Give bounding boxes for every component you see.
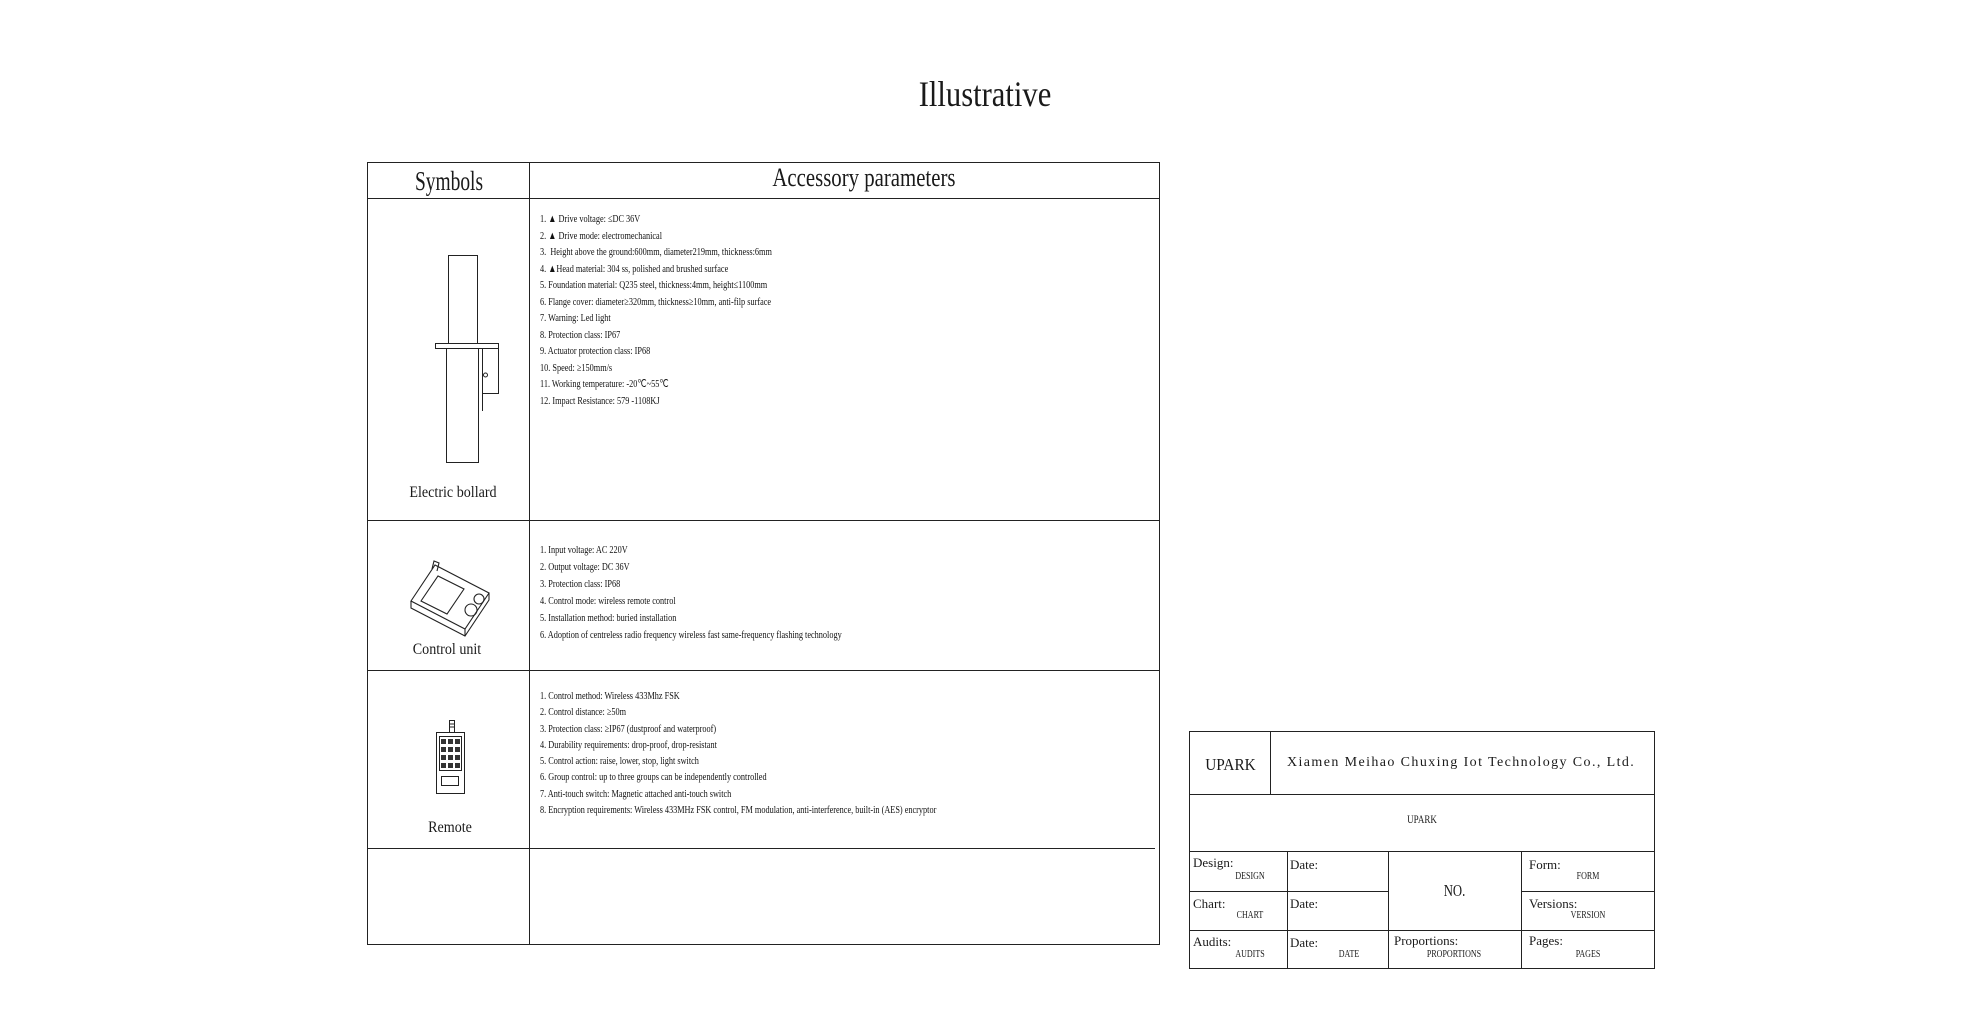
title-block-divider (1287, 851, 1288, 968)
param-item: 10. Speed: ≥150mm/s (540, 361, 613, 374)
header-row-divider (368, 198, 1159, 199)
control-unit-tab (432, 561, 439, 571)
control-unit-knob (474, 594, 484, 604)
form-label: Form: (1529, 857, 1561, 872)
title-block-divider (1190, 851, 1654, 852)
title-block-divider (1388, 851, 1389, 968)
title-block-divider (1190, 930, 1654, 931)
remote-button (448, 755, 453, 760)
param-item: 2. Control distance: ≥50m (540, 706, 627, 719)
param-item: 2. ▲ Drive mode: electromechanical (540, 229, 663, 242)
param-item: 5. Installation method: buried installation (540, 612, 677, 624)
control-unit-panel (421, 576, 464, 614)
remote-params (540, 688, 1150, 818)
remote-button (455, 747, 460, 752)
electric-bollard-icon (421, 246, 511, 471)
param-item: 6. Adoption of centreless radio frequency wireless fast same-frequency flashing technology (540, 629, 842, 641)
pages-value: PAGES (1575, 949, 1601, 960)
title-block-divider (1521, 851, 1522, 968)
param-item: 3. Protection class: IP68 (540, 578, 621, 590)
title-block (1189, 731, 1655, 969)
versions-label: Versions: (1529, 896, 1578, 911)
param-item: 9. Actuator protection class: IP68 (540, 345, 651, 357)
remote-button (448, 763, 453, 768)
param-item: 3. Protection class: ≥IP67 (dustproof and waterproof) (540, 722, 717, 735)
row-divider (368, 670, 1159, 671)
drawing-number-label: NO. (1443, 881, 1466, 900)
proportions-label: Proportions: (1394, 933, 1459, 948)
chart-value: CHART (1236, 910, 1264, 921)
date-label: Date: (1290, 857, 1319, 872)
param-item: 1. ▲ Drive voltage: ≤DC 36V (540, 213, 641, 225)
param-item: 5. Control action: raise, lower, stop, light switch (540, 755, 699, 768)
title-block-divider (1521, 891, 1654, 892)
remote-button (455, 763, 460, 768)
remote-button (455, 755, 460, 760)
control-unit-params (540, 542, 1150, 644)
bollard-post-base (447, 349, 479, 463)
column-divider (529, 163, 530, 944)
bollard-side-indicator (484, 373, 488, 377)
param-item: 5. Foundation material: Q235 steel, thickness:4mm, height≤1100mm (540, 279, 768, 291)
date-value: DATE (1338, 949, 1360, 960)
remote-button (441, 763, 446, 768)
param-item: 8. Encryption requirements: Wireless 433MHz FSK control, FM modulation, anti-interference, built-in (AES) encryptor (540, 804, 937, 817)
project-name: UPARK (1407, 812, 1437, 826)
remote-button (441, 755, 446, 760)
param-item: 12. Impact Resistance: 579 -1108KJ (540, 394, 660, 407)
control-unit-label: Control unit (412, 641, 482, 658)
bollard-flange (436, 344, 499, 349)
audits-label: Audits: (1193, 934, 1232, 949)
row-divider (368, 520, 1159, 521)
versions-value: VERSION (1570, 910, 1606, 921)
design-value: DESIGN (1235, 871, 1265, 882)
brand-divider (1270, 732, 1271, 794)
param-item: 8. Protection class: IP67 (540, 328, 621, 341)
accessory-parameters-header: Accessory parameters (772, 163, 956, 192)
title-block-divider (1190, 891, 1388, 892)
brand-name: UPARK (1205, 755, 1256, 774)
proportions-value: PROPORTIONS (1426, 949, 1482, 960)
param-item: 1. Input voltage: AC 220V (540, 544, 628, 556)
control-unit-lid (411, 565, 489, 629)
symbols-header: Symbols (414, 166, 484, 196)
param-item: 1. Control method: Wireless 433Mhz FSK (540, 690, 680, 702)
chart-label: Chart: (1193, 896, 1226, 911)
param-item: 6. Flange cover: diameter≥320mm, thickness≥10mm, anti-filp surface (540, 295, 772, 308)
param-item: 4. Durability requirements: drop-proof, drop-resistant (540, 738, 717, 751)
param-item: 2. Output voltage: DC 36V (540, 561, 630, 573)
param-item: 11. Working temperature: -20℃~55℃ (540, 378, 669, 390)
control-unit-knob (465, 604, 477, 616)
row-divider (368, 848, 1155, 849)
date-label: Date: (1290, 935, 1319, 950)
remote-button (455, 739, 460, 744)
param-item: 4. Control mode: wireless remote control (540, 595, 676, 607)
pages-label: Pages: (1529, 933, 1563, 948)
param-item: 3. Height above the ground:600mm, diameter219mm, thickness:6mm (540, 246, 772, 258)
parameters-table (367, 162, 1160, 945)
page-title: Illustrative (918, 74, 1052, 114)
remote-antenna-ridges (450, 724, 454, 727)
remote-button (441, 739, 446, 744)
remote-icon (431, 716, 471, 798)
electric-bollard-params (540, 211, 1150, 409)
remote-display (442, 777, 459, 786)
bollard-post-top (449, 256, 478, 344)
date-label: Date: (1290, 896, 1319, 911)
param-item: 7. Anti-touch switch: Magnetic attached anti-touch switch (540, 787, 732, 800)
remote-button (448, 747, 453, 752)
bollard-side-box (483, 349, 499, 412)
audits-value: AUDITS (1235, 949, 1265, 960)
remote-button (448, 739, 453, 744)
remote-label: Remote (428, 819, 472, 836)
form-value: FORM (1576, 871, 1600, 882)
electric-bollard-label: Electric bollard (409, 484, 497, 501)
param-item: 7. Warning: Led light (540, 312, 611, 324)
title-block-divider (1190, 794, 1654, 795)
control-unit-icon (401, 551, 501, 641)
remote-button (441, 747, 446, 752)
param-item: 6. Group control: up to three groups can be independently controlled (540, 771, 767, 784)
design-label: Design: (1193, 855, 1234, 870)
company-name: Xiamen Meihao Chuxing Iot Technology Co., Ltd. (1287, 755, 1636, 770)
param-item: 4. ▲Head material: 304 ss, polished and brushed surface (540, 262, 729, 275)
